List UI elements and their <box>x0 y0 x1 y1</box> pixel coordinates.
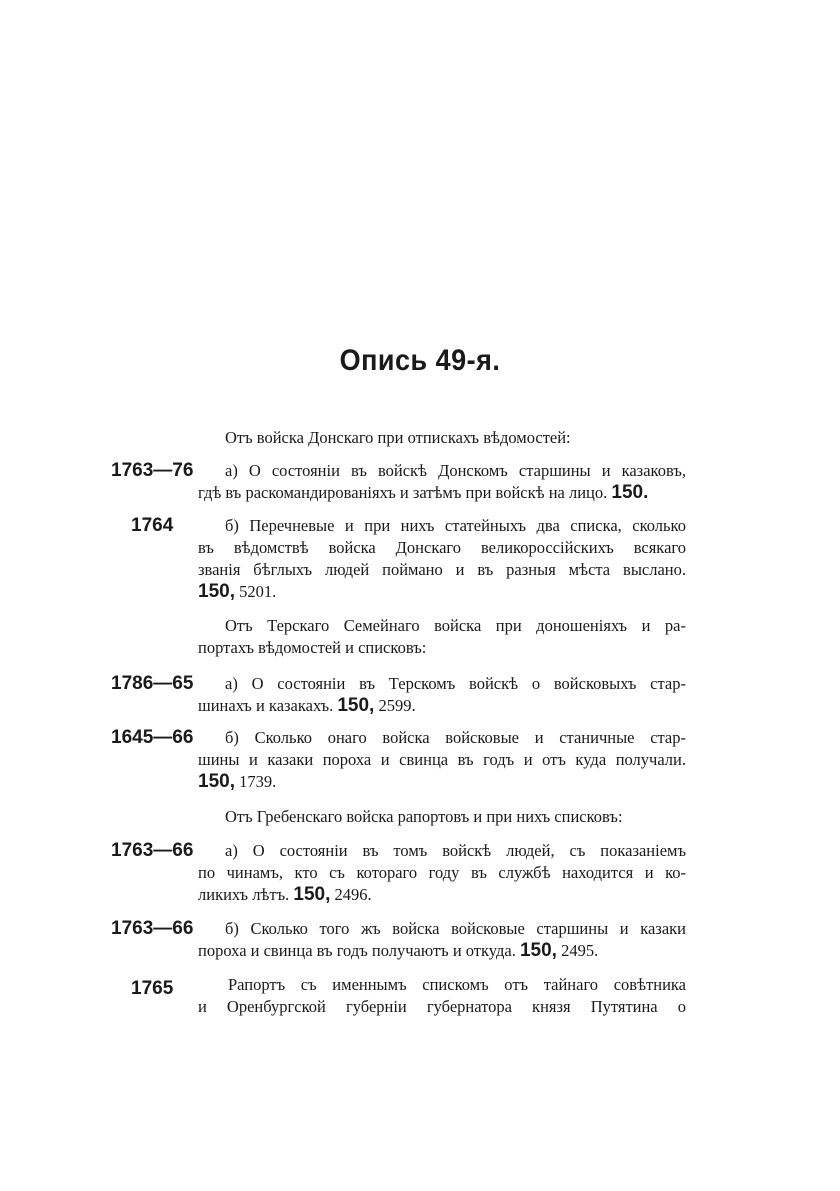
archive-ref: 150, <box>198 771 235 792</box>
entry-text-line: б) Перечневые и при нихъ статейныхъ два списка, сколько <box>225 516 686 535</box>
entry-text-line: а) О состояніи въ войскѣ Донскомъ старшины и казаковъ, <box>225 461 686 480</box>
entry-text-line <box>198 940 686 962</box>
entry-text-line <box>198 771 686 793</box>
entry-text: пороха и свинца въ годъ получаютъ и откуда. <box>198 941 516 960</box>
entry-year: 1645—66 <box>111 727 194 748</box>
entry-text-line <box>198 884 686 906</box>
archive-ref: 150, <box>519 940 557 961</box>
entry-year: 1763—66 <box>111 840 194 861</box>
entry-text-line: и Оренбургской губерніи губернатора князя Путятина о <box>198 997 686 1016</box>
page-title: Опись 49-я. <box>339 343 501 377</box>
page-ref: 2599. <box>378 696 416 715</box>
entry-text-line <box>198 695 686 717</box>
entry-year: 1786—65 <box>111 673 194 694</box>
entry-year: 1764 <box>131 515 174 536</box>
entry-text: шинахъ и казакахъ. <box>198 696 334 715</box>
entry-year: 1763—76 <box>111 460 194 481</box>
entry-text-line: б) Сколько онаго войска войсковые и станичные стар- <box>225 728 686 747</box>
entry-text-line <box>198 482 686 504</box>
page-ref: 2496. <box>334 885 372 904</box>
archive-ref: 150, <box>337 695 375 716</box>
entry-text-line: шины и казаки пороха и свинца въ годъ и отъ куда получали. <box>198 750 686 769</box>
entry-text-line: по чинамъ, кто съ котораго году въ службѣ находится и ко- <box>198 863 686 882</box>
entry-text-line: а) О состояніи въ томъ войскѣ людей, съ показаніемъ <box>225 841 686 860</box>
section-heading: Отъ Гребенскаго войска рапортовъ и при нихъ списковъ: <box>225 807 623 826</box>
entry-text-line: званія бѣглыхъ людей поймано и въ разныя мѣста выслано. <box>198 560 686 579</box>
entry-text: ликихъ лѣтъ. <box>198 885 290 904</box>
section-heading: Отъ войска Донскаго при отпискахъ вѣдомостей: <box>225 428 571 447</box>
entry-text-line <box>198 581 686 603</box>
entry-year: 1763—66 <box>111 918 194 939</box>
archive-ref: 150. <box>611 482 649 503</box>
page-ref: 2495. <box>561 941 599 960</box>
page-ref: 5201. <box>239 582 277 601</box>
entry-text-line: а) О состояніи въ Терскомъ войскѣ о войсковыхъ стар- <box>225 674 686 693</box>
section-heading: Отъ Терскаго Семейнаго войска при доношеніяхъ и ра- <box>225 616 686 635</box>
entry-year: 1765 <box>131 978 174 999</box>
section-heading: портахъ вѣдомостей и списковъ: <box>198 638 427 657</box>
entry-text-line: б) Сколько того жъ войска войсковые старшины и казаки <box>225 919 686 938</box>
entry-text: гдѣ въ раскомандированіяхъ и затѣмъ при войскѣ на лицо. <box>198 483 608 502</box>
archive-ref: 150, <box>293 884 331 905</box>
entry-text-line: Рапортъ съ именнымъ спискомъ отъ тайнаго совѣтника <box>228 975 686 994</box>
entry-text-line: въ вѣдомствѣ войска Донскаго великороссійскихъ всякаго <box>198 538 686 557</box>
page-ref: 1739. <box>239 772 277 791</box>
archive-ref: 150, <box>198 581 235 602</box>
